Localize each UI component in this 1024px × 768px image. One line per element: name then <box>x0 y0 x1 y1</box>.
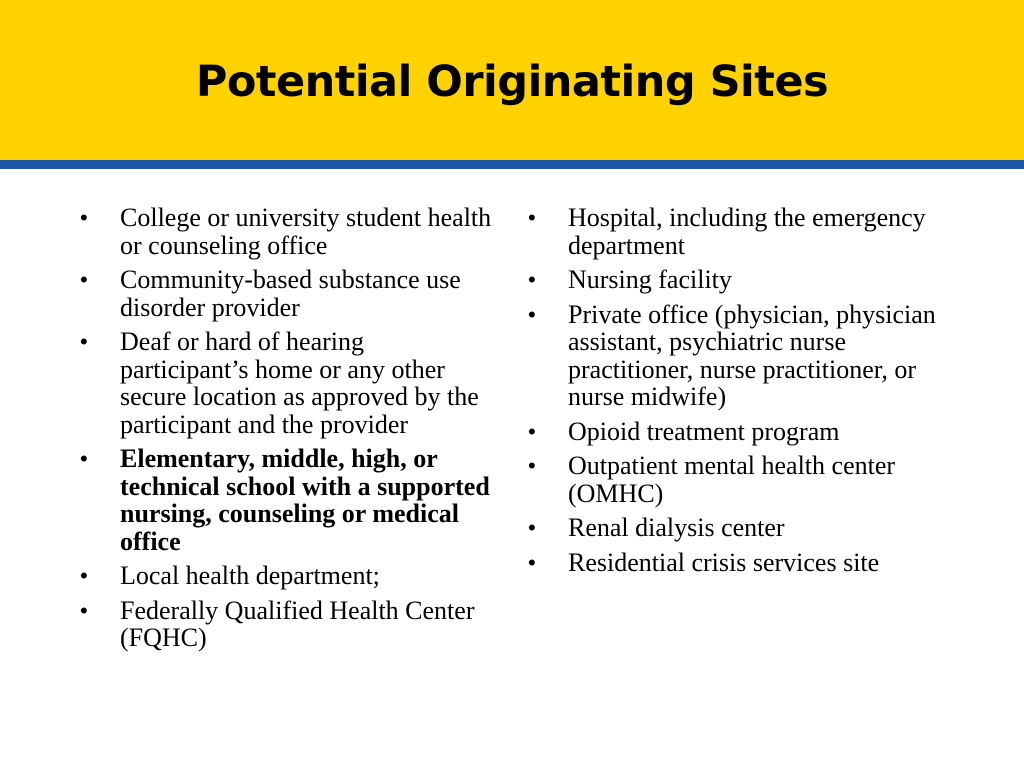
slide-title: Potential Originating Sites <box>195 57 829 107</box>
bullet-icon: • <box>528 267 536 292</box>
list-item <box>78 445 498 555</box>
bullet-icon: • <box>528 418 536 444</box>
list-item <box>526 204 966 259</box>
list-item-text: Residential crisis services site <box>568 547 880 577</box>
list-item <box>78 597 498 652</box>
list-item <box>78 266 498 321</box>
bullet-icon: • <box>80 597 88 623</box>
bullet-icon: • <box>528 301 536 327</box>
bullet-icon: • <box>528 549 536 575</box>
list-item <box>526 514 966 542</box>
list-item-text: Nursing facility <box>568 265 732 294</box>
list-item <box>526 301 966 411</box>
list-item <box>78 562 498 590</box>
list-item-text: Local health department; <box>120 561 380 590</box>
list-item <box>526 549 966 577</box>
right-bullet-list <box>526 204 966 583</box>
list-item-text: Community-based substance use disorder provider <box>120 265 461 322</box>
list-item-text: College or university student health or counseling office <box>120 203 492 260</box>
bullet-icon: • <box>528 453 536 478</box>
left-bullet-list <box>78 204 498 659</box>
list-item <box>526 266 966 294</box>
list-item-text: Renal dialysis center <box>568 513 785 542</box>
list-item-text: Federally Qualified Health Center (FQHC) <box>120 595 475 652</box>
list-item <box>78 204 498 259</box>
list-item-text: Deaf or hard of hearing participant’s home or any other secure location as approved by the participant and the provider <box>120 327 479 439</box>
list-item-text: Outpatient mental health center (OMHC) <box>568 451 896 508</box>
list-item <box>78 328 498 438</box>
list-item <box>526 452 966 507</box>
list-item-text: Hospital, including the emergency department <box>568 203 926 260</box>
list-item-text: Opioid treatment program <box>568 416 840 446</box>
list-item <box>526 418 966 446</box>
bullet-icon: • <box>80 563 88 588</box>
banner-divider <box>0 160 1024 169</box>
bullet-icon: • <box>528 515 536 540</box>
bullet-icon: • <box>528 205 536 230</box>
bullet-icon: • <box>80 446 88 471</box>
bullet-icon: • <box>80 267 88 292</box>
bullet-icon: • <box>80 329 88 354</box>
list-item-text: Elementary, middle, high, or technical school with a supported nursing, counseling or medical office <box>120 444 490 556</box>
bullet-icon: • <box>80 205 88 230</box>
list-item-text: Private office (physician, physician assistant, psychiatric nurse practitioner, nurse practitioner, or nurse midwife) <box>568 299 936 411</box>
